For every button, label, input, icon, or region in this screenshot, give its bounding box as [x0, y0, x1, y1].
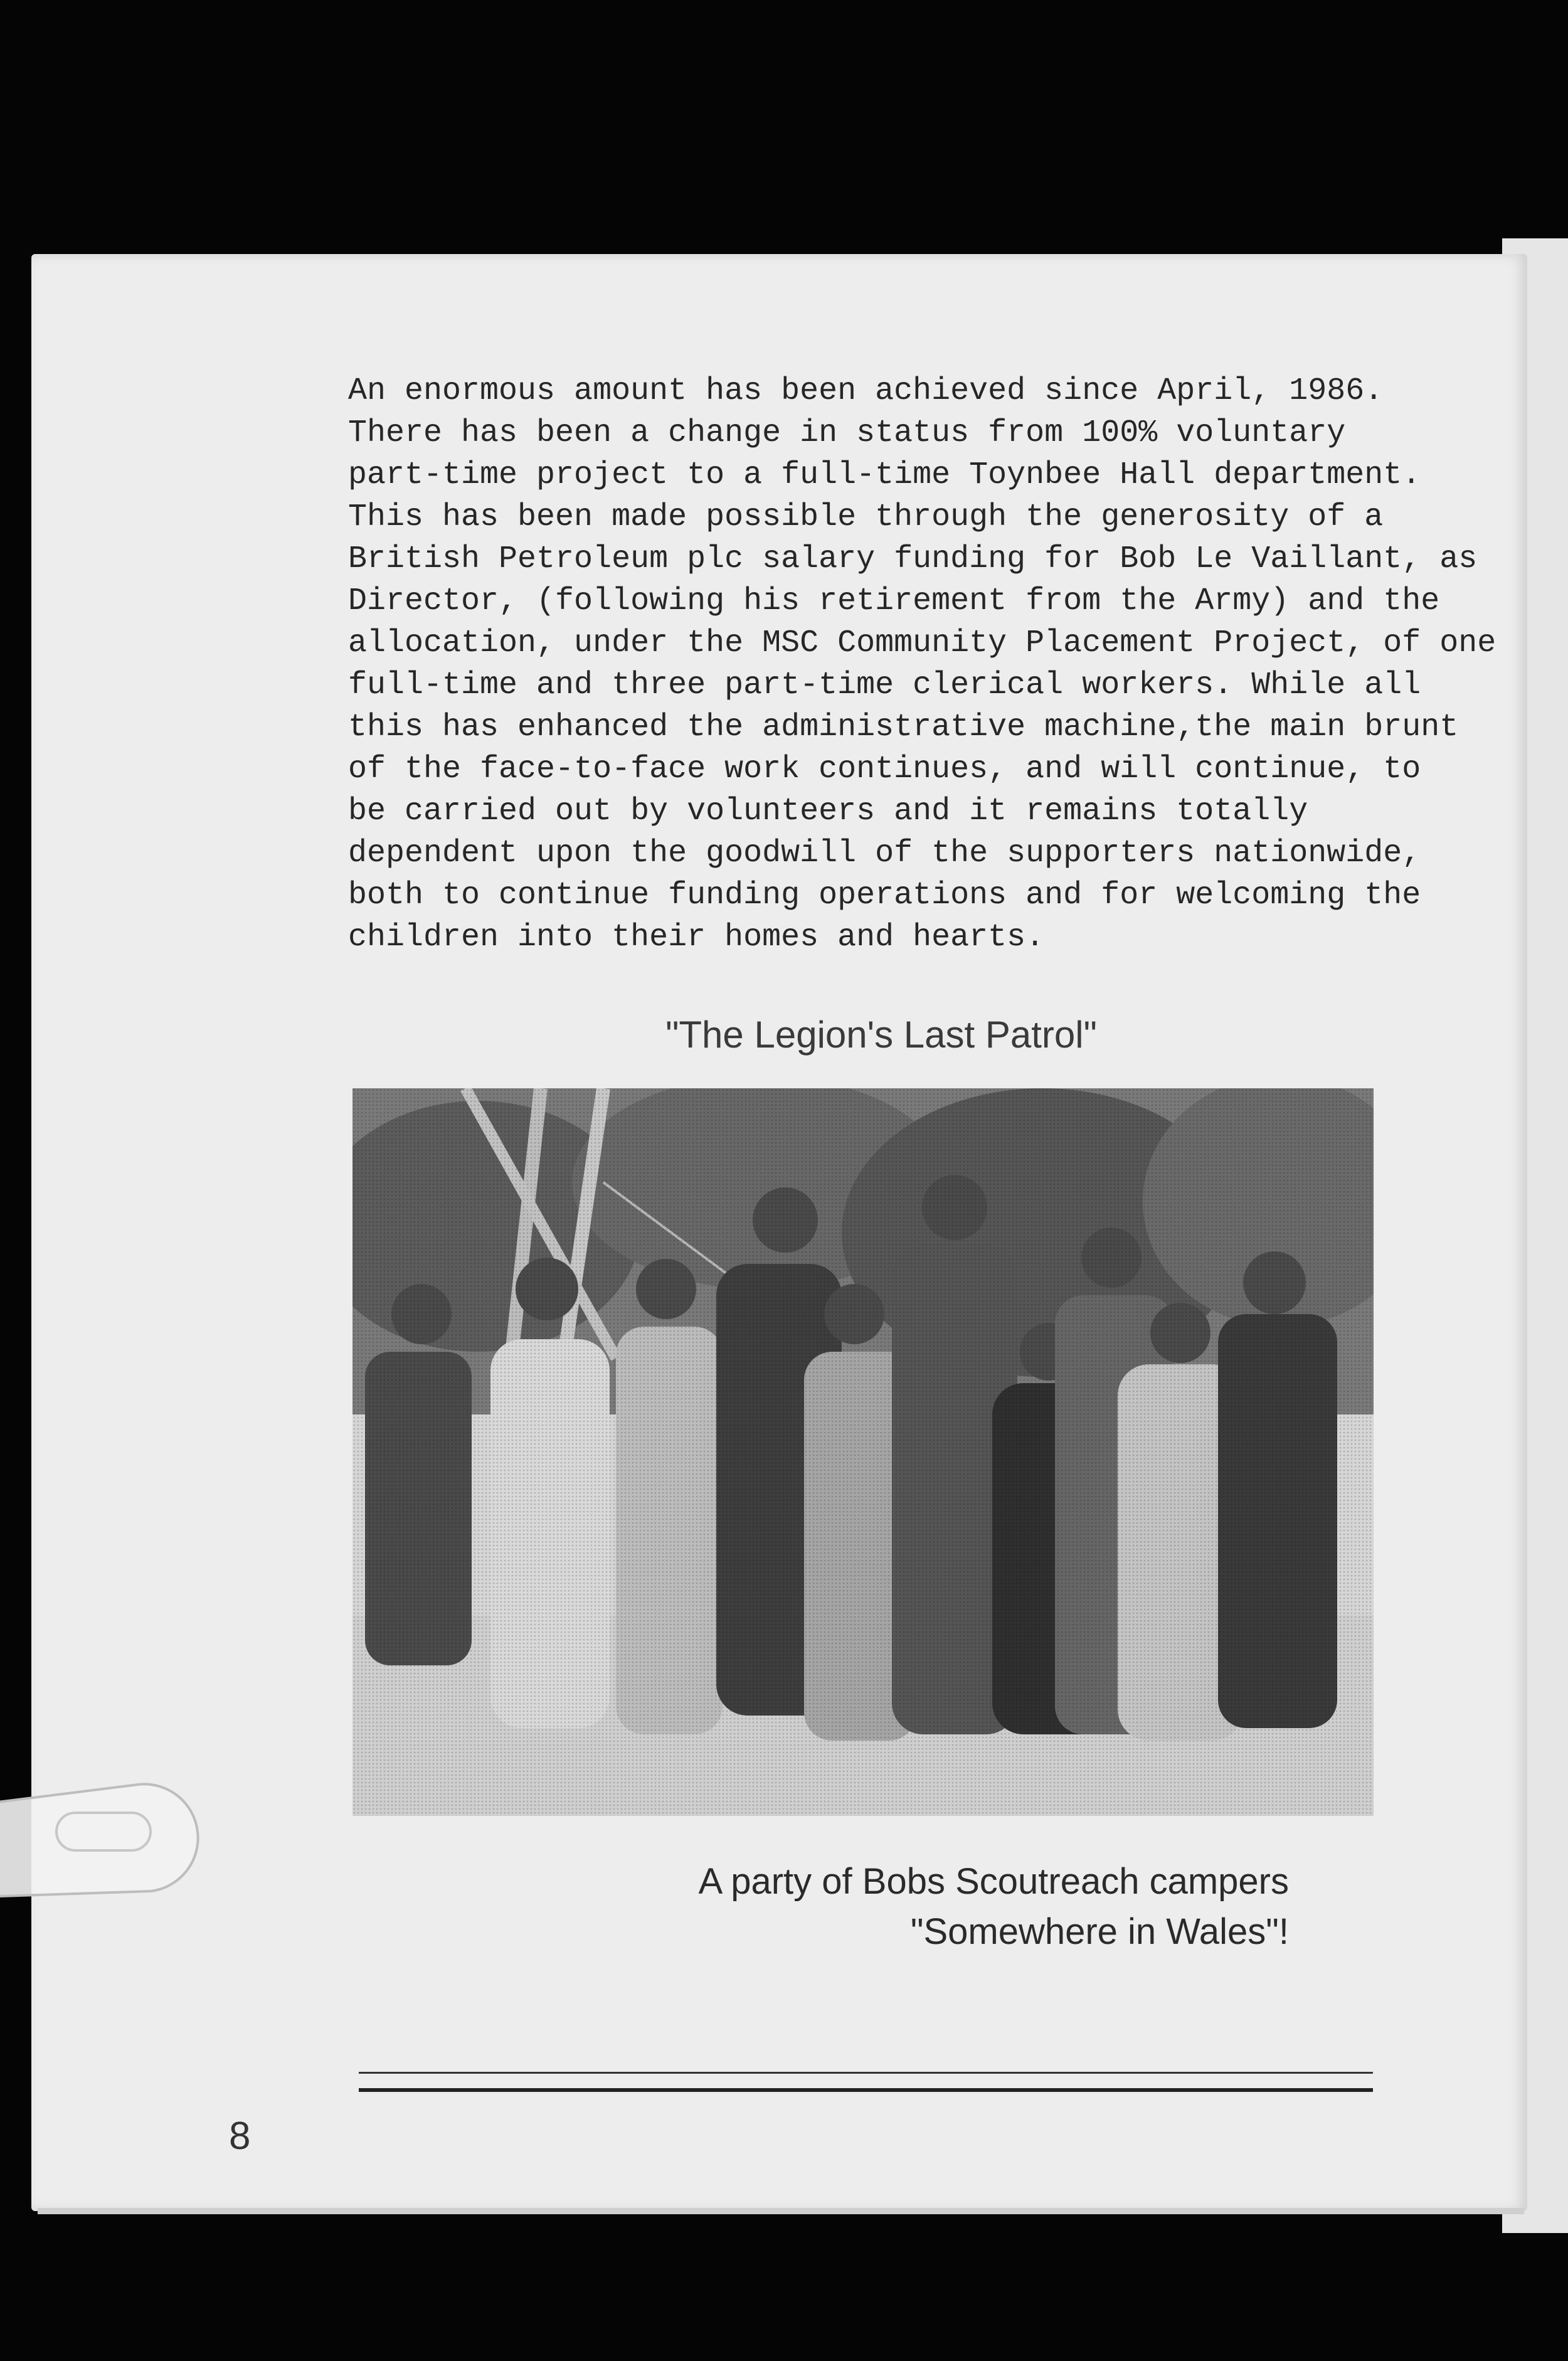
body-line: dependent upon the goodwill of the supporters nationwide,: [348, 836, 1421, 871]
body-line: This has been made possible through the generosity of a: [348, 499, 1384, 535]
body-line: of the face-to-face work continues, and will continue, to: [348, 751, 1421, 787]
caption-line: A party of Bobs Scoutreach campers: [698, 1861, 1289, 1902]
caption-line: "Somewhere in Wales"!: [910, 1911, 1289, 1952]
footer-rule-thin: [359, 2072, 1373, 2074]
body-line: both to continue funding operations and for welcoming the: [348, 878, 1421, 913]
page-number: 8: [229, 2114, 251, 2158]
body-line: Director, (following his retirement from the Army) and the: [348, 583, 1440, 619]
body-line: There has been a change in status from 100% voluntary: [348, 415, 1346, 451]
body-line: An enormous amount has been achieved since April, 1986.: [348, 373, 1384, 409]
body-line: part-time project to a full-time Toynbee Hall department.: [348, 457, 1421, 493]
body-line: British Petroleum plc salary funding for Bob Le Vaillant, as: [348, 541, 1478, 577]
photo-caption: [699, 1857, 1289, 1957]
body-paragraph: [348, 370, 1496, 958]
photo-title: "The Legion's Last Patrol": [665, 1014, 1097, 1056]
body-line: be carried out by volunteers and it remains totally: [348, 793, 1308, 829]
footer-rule-thick: [359, 2088, 1373, 2092]
group-photo: [352, 1088, 1374, 1816]
body-line: this has enhanced the administrative machine,the main brunt: [348, 709, 1459, 745]
body-line: full-time and three part-time clerical workers. While all: [348, 667, 1421, 703]
body-line: allocation, under the MSC Community Placement Project, of one: [348, 625, 1496, 661]
clear-plastic-ruler: [0, 1763, 226, 1907]
page-bottom-edge: [38, 2208, 1524, 2214]
body-line: children into their homes and hearts.: [348, 920, 1045, 955]
